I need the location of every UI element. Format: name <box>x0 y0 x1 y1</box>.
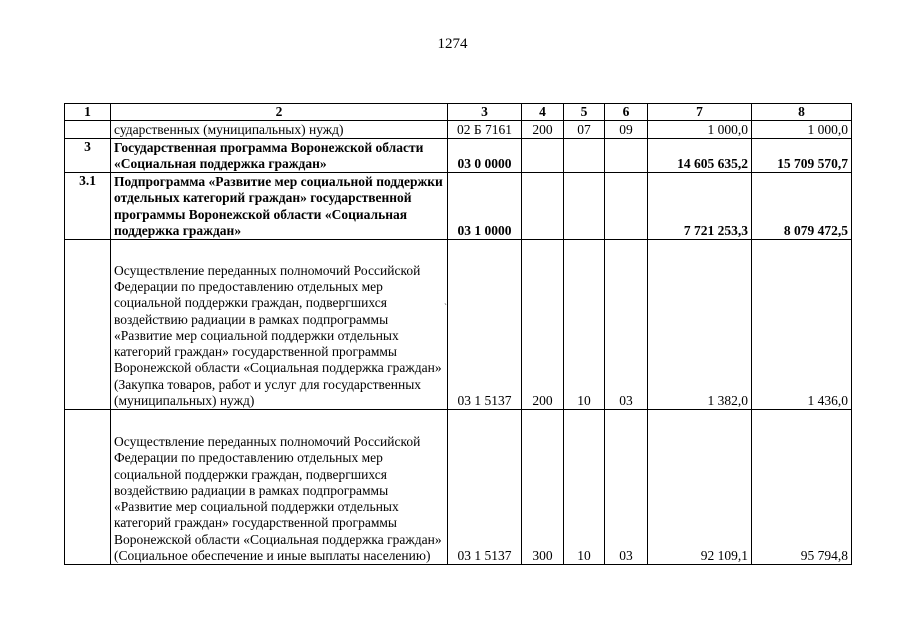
page-number: 1274 <box>437 36 468 52</box>
col4-cell <box>522 173 564 240</box>
col5-cell: 07 <box>564 121 605 139</box>
header-cell: 6 <box>605 104 648 121</box>
header-cell: 1 <box>65 104 111 121</box>
header-cell: 3 <box>448 104 522 121</box>
header-cell: 2 <box>111 104 448 121</box>
table-row <box>65 410 852 565</box>
col5-cell: 10 <box>564 410 605 565</box>
amount-2016-cell: 95 794,8 <box>752 410 852 565</box>
code-cell: 03 1 5137 <box>448 410 522 565</box>
description-cell: сударственных (муниципальных) нужд) <box>111 121 448 139</box>
table-row <box>65 173 852 240</box>
row-number-cell: 3.1 <box>65 173 111 240</box>
scan-speck: ˏ <box>444 295 447 305</box>
code-cell: 02 Б 7161 <box>448 121 522 139</box>
description-cell: Подпрограмма «Развитие мер социальной поддержки отдельных категорий граждан» государственной программы Воронежской области «Социальная поддержка граждан» <box>111 173 448 240</box>
table-row <box>65 139 852 173</box>
col6-cell: 03 <box>605 410 648 565</box>
col4-cell: 300 <box>522 410 564 565</box>
header-cell: 5 <box>564 104 605 121</box>
col6-cell: 09 <box>605 121 648 139</box>
amount-2015-cell: 1 382,0 <box>648 240 752 410</box>
table-row <box>65 240 852 410</box>
col4-cell <box>522 139 564 173</box>
header-cell: 7 <box>648 104 752 121</box>
description-cell: Государственная программа Воронежской области «Социальная поддержка граждан» <box>111 139 448 173</box>
col4-cell: 200 <box>522 121 564 139</box>
amount-2016-cell: 15 709 570,7 <box>752 139 852 173</box>
amount-2016-cell: 1 000,0 <box>752 121 852 139</box>
description-cell: Осуществление переданных полномочий Российской Федерации по предоставлению отдельных мер социальной поддержки граждан, подвергшихся воздействию радиации в рамках подпрограммы «Развитие мер социальной поддержки отдельных категорий граждан» государственной программы Воронежской области «Социальная поддержка граждан» (Социальное обеспечение и иные выплаты населению) <box>111 410 448 565</box>
col5-cell <box>564 173 605 240</box>
table-row <box>65 121 852 139</box>
col5-cell <box>564 139 605 173</box>
col5-cell: 10 <box>564 240 605 410</box>
col6-cell <box>605 173 648 240</box>
row-number-cell <box>65 240 111 410</box>
col4-cell: 200 <box>522 240 564 410</box>
header-cell: 4 <box>522 104 564 121</box>
budget-table <box>64 103 852 565</box>
amount-2016-cell: 8 079 472,5 <box>752 173 852 240</box>
col6-cell <box>605 139 648 173</box>
row-number-cell <box>65 410 111 565</box>
amount-2015-cell: 1 000,0 <box>648 121 752 139</box>
col6-cell: 03 <box>605 240 648 410</box>
code-cell: 03 0 0000 <box>448 139 522 173</box>
amount-2015-cell: 7 721 253,3 <box>648 173 752 240</box>
description-cell: Осуществление переданных полномочий Российской Федерации по предоставлению отдельных мер социальной поддержки граждан, подвергшихся воздействию радиации в рамках подпрограммы «Развитие мер социальной поддержки отдельных категорий граждан» государственной программы Воронежской области «Социальная поддержка граждан» (Закупка товаров, работ и услуг для государственных (муниципальных) нужд) <box>111 240 448 410</box>
row-number-cell <box>65 121 111 139</box>
code-cell: 03 1 5137 <box>448 240 522 410</box>
amount-2016-cell: 1 436,0 <box>752 240 852 410</box>
amount-2015-cell: 14 605 635,2 <box>648 139 752 173</box>
row-number-cell: 3 <box>65 139 111 173</box>
code-cell: 03 1 0000 <box>448 173 522 240</box>
header-cell: 8 <box>752 104 852 121</box>
table-header-row <box>65 104 852 121</box>
amount-2015-cell: 92 109,1 <box>648 410 752 565</box>
